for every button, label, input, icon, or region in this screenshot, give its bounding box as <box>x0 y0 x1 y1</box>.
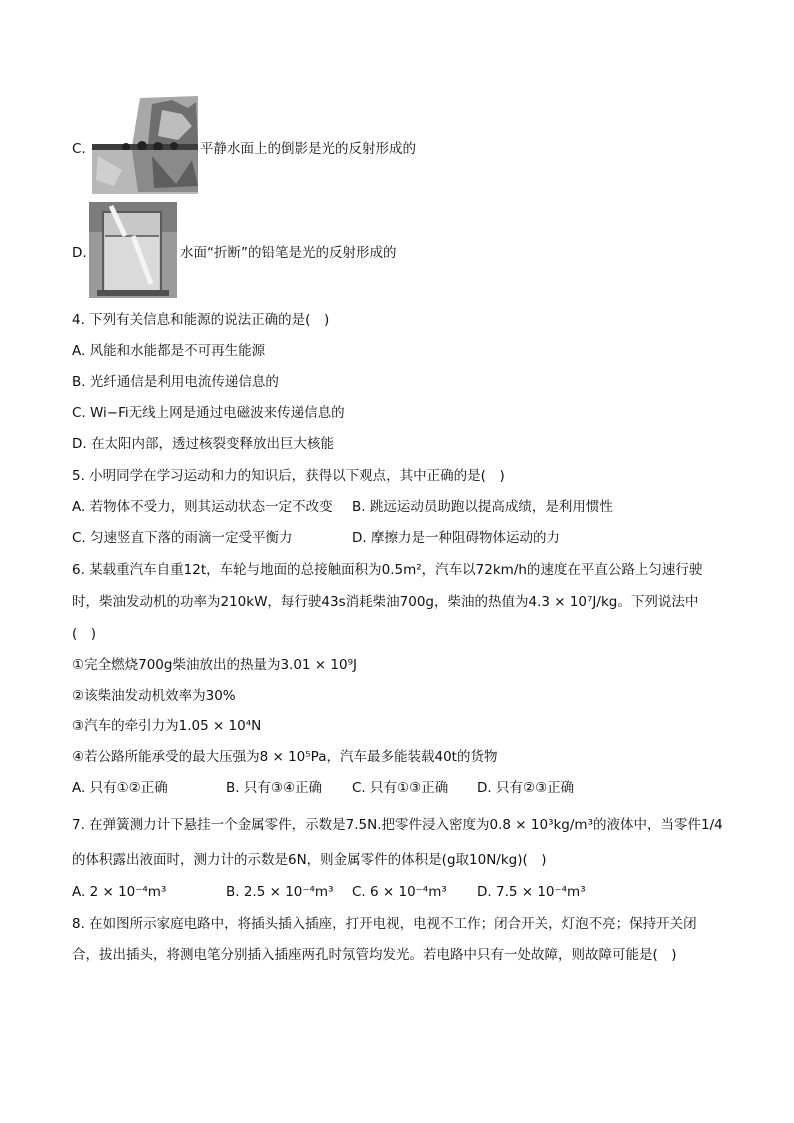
option-d-label: D. <box>72 245 87 261</box>
q6-statement-4: ④若公路所能承受的最大压强为8 × 10⁵Pa，汽车最多能装载40t的货物 <box>72 749 498 765</box>
q4-option-a: A. 风能和水能都是不可再生能源 <box>72 343 266 359</box>
q4-option-c: C. Wi−Fi无线上网是通过电磁波来传递信息的 <box>72 405 345 421</box>
q7-option-d: D. 7.5 × 10⁻⁴m³ <box>477 884 586 900</box>
q4-stem: 4. 下列有关信息和能源的说法正确的是( ) <box>72 312 330 328</box>
q7-option-a: A. 2 × 10⁻⁴m³ <box>72 884 167 900</box>
q4-option-d: D. 在太阳内部，透过核裂变释放出巨大核能 <box>72 436 334 452</box>
option-d-text: 水面“折断”的铅笔是光的反射形成的 <box>180 245 397 261</box>
q8-stem-line1: 8. 在如图所示家庭电路中，将插头插入插座，打开电视，电视不工作；闭合开关，灯泡不亮；保持开关闭 <box>72 916 697 932</box>
q6-option-d: D. 只有②③正确 <box>477 780 575 796</box>
q5-option-a: A. 若物体不受力，则其运动状态一定不改变 <box>72 499 333 515</box>
q5-option-d: D. 摩擦力是一种阻碍物体运动的力 <box>352 530 560 546</box>
q6-option-b: B. 只有③④正确 <box>226 780 323 796</box>
option-c-text: 平静水面上的倒影是光的反射形成的 <box>200 141 416 157</box>
q7-stem-line2: 的体积露出液面时，测力计的示数是6N，则金属零件的体积是(g取10N/kg)( ) <box>72 852 547 868</box>
option-c-label: C. <box>72 141 86 157</box>
q6-stem-line2: 时，柴油发动机的功率为210kW，每行驶43s消耗柴油700g，柴油的热值为4.3 × 10⁷J/kg。下列说法中 <box>72 594 699 610</box>
q6-option-a: A. 只有①②正确 <box>72 780 168 796</box>
q6-stem-line1: 6. 某载重汽车自重12t，车轮与地面的总接触面积为0.5m²，汽车以72km/h的速度在平直公路上匀速行驶 <box>72 562 703 578</box>
pencil-in-water-svg <box>89 202 177 298</box>
q7-stem-line1: 7. 在弹簧测力计下悬挂一个金属零件，示数是7.5N.把零件浸入密度为0.8 × 10³kg/m³的液体中，当零件1/4 <box>72 817 723 833</box>
reflection-photo-svg <box>92 96 198 194</box>
q5-option-c: C. 匀速竖直下落的雨滴一定受平衡力 <box>72 530 293 546</box>
reflection-photo <box>92 96 198 194</box>
q5-stem: 5. 小明同学在学习运动和力的知识后，获得以下观点，其中正确的是( ) <box>72 468 505 484</box>
q8-stem-line2: 合，拔出插头，将测电笔分别插入插座两孔时氖管均发光。若电路中只有一处故障，则故障可能是( ) <box>72 947 677 963</box>
q6-statement-3: ③汽车的牵引力为1.05 × 10⁴N <box>72 718 262 734</box>
q4-option-b: B. 光纤通信是利用电流传递信息的 <box>72 374 279 390</box>
q7-option-b: B. 2.5 × 10⁻⁴m³ <box>226 884 334 900</box>
q6-statement-1: ①完全燃烧700g柴油放出的热量为3.01 × 10⁹J <box>72 657 357 673</box>
q6-option-c: C. 只有①③正确 <box>352 780 449 796</box>
q5-option-b: B. 跳远运动员助跑以提高成绩，是利用惯性 <box>352 499 613 515</box>
pencil-in-water-photo <box>89 202 177 298</box>
q6-stem-line3: ( ) <box>72 626 97 642</box>
q6-statement-2: ②该柴油发动机效率为30% <box>72 688 236 704</box>
q7-option-c: C. 6 × 10⁻⁴m³ <box>352 884 447 900</box>
